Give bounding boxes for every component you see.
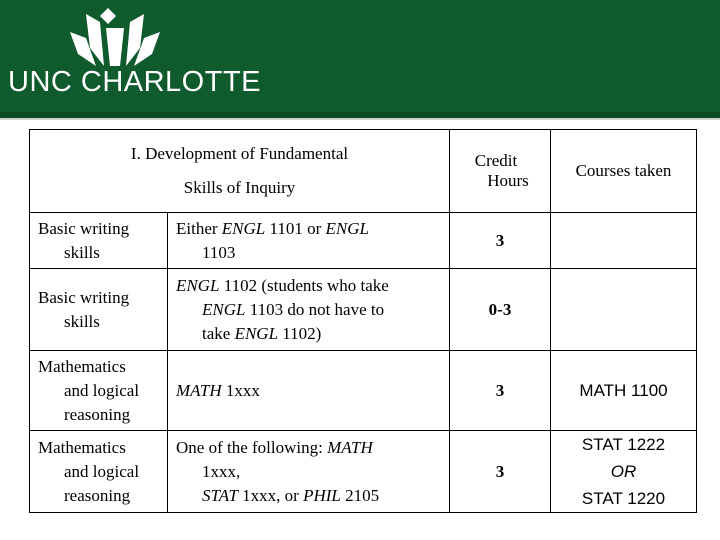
course-code-text: PHIL [303, 485, 341, 505]
area-line: Basic writing [38, 218, 130, 238]
description-cell [168, 213, 450, 269]
description-text: take [202, 323, 235, 343]
credit-cell [450, 431, 551, 513]
course-taken-entry: MATH 1100 [579, 381, 668, 400]
description-text: 1103 do not have to [245, 299, 385, 319]
description-text: 1102 (students who take [219, 275, 389, 295]
credit-value: 3 [495, 230, 505, 250]
description-cell [168, 351, 450, 431]
description-line [176, 379, 449, 403]
header-divider-light [0, 118, 720, 120]
table-row [30, 269, 697, 351]
course-taken-entry: STAT 1220 [581, 489, 666, 508]
description-text: 1103 [202, 242, 236, 262]
section-title-line2: Skills of Inquiry [183, 178, 296, 197]
courses-taken-header [551, 130, 697, 213]
credit-value: 3 [495, 461, 505, 481]
course-taken-entry: STAT 1222 [581, 435, 666, 454]
section-title-line1: I. Development of Fundamental [130, 144, 349, 163]
courses-taken-cell [551, 213, 697, 269]
course-code-text: ENGL [234, 323, 279, 343]
credit-value: 3 [495, 380, 505, 400]
area-line: skills [64, 311, 100, 331]
area-line: and logical [64, 461, 140, 481]
description-line [176, 322, 449, 346]
description-text: Either [176, 218, 222, 238]
area-line: and logical [64, 380, 140, 400]
description-line [176, 436, 449, 460]
description-cell [168, 431, 450, 513]
table-row [30, 351, 697, 431]
area-cell [30, 269, 168, 351]
course-code-text: MATH [327, 437, 373, 457]
area-cell [30, 351, 168, 431]
description-line [176, 484, 449, 508]
area-line: skills [64, 242, 100, 262]
course-code-text: MATH [176, 380, 222, 400]
description-line [176, 241, 449, 265]
course-code-text: STAT [202, 485, 238, 505]
description-text: 1xxx [221, 380, 260, 400]
area-line: reasoning [64, 404, 131, 424]
description-line [176, 274, 449, 298]
area-cell [30, 431, 168, 513]
header-banner [0, 0, 720, 112]
credit-cell [450, 351, 551, 431]
credit-header-line2: Hours [487, 171, 529, 190]
description-cell [168, 269, 450, 351]
courses-taken-cell [551, 431, 697, 513]
description-text: 1102) [278, 323, 322, 343]
area-cell [30, 213, 168, 269]
logo-text: UNC CHARLOTTE [8, 66, 262, 98]
area-line: reasoning [64, 485, 131, 505]
table-row [30, 431, 697, 513]
area-line: Mathematics [38, 437, 126, 457]
description-text: 1xxx, or [237, 485, 304, 505]
credit-value: 0-3 [488, 299, 512, 319]
description-line [176, 298, 449, 322]
description-text: 2105 [340, 485, 380, 505]
section-title [30, 130, 450, 213]
table-header-row [30, 130, 697, 213]
description-text: 1xxx, [202, 461, 241, 481]
credit-hours-header [450, 130, 551, 213]
description-text: One of the following: [176, 437, 328, 457]
course-code-text: ENGL [202, 299, 246, 319]
description-line [176, 217, 449, 241]
credit-cell [450, 213, 551, 269]
credit-header-line1: Credit [474, 151, 518, 170]
course-code-text: ENGL [325, 218, 370, 238]
requirements-table [29, 129, 697, 513]
table-row [30, 213, 697, 269]
course-code-text: ENGL [176, 275, 220, 295]
course-code-text: ENGL [221, 218, 266, 238]
courses-taken-cell [551, 269, 697, 351]
area-line: Mathematics [38, 356, 126, 376]
course-taken-entry: OR [610, 462, 637, 481]
courses-taken-cell [551, 351, 697, 431]
credit-cell [450, 269, 551, 351]
crown-logo-icon [60, 4, 170, 74]
courses-header-label: Courses taken [575, 161, 672, 180]
description-text: 1101 or [265, 218, 326, 238]
description-line [176, 460, 449, 484]
area-line: Basic writing [38, 287, 130, 307]
